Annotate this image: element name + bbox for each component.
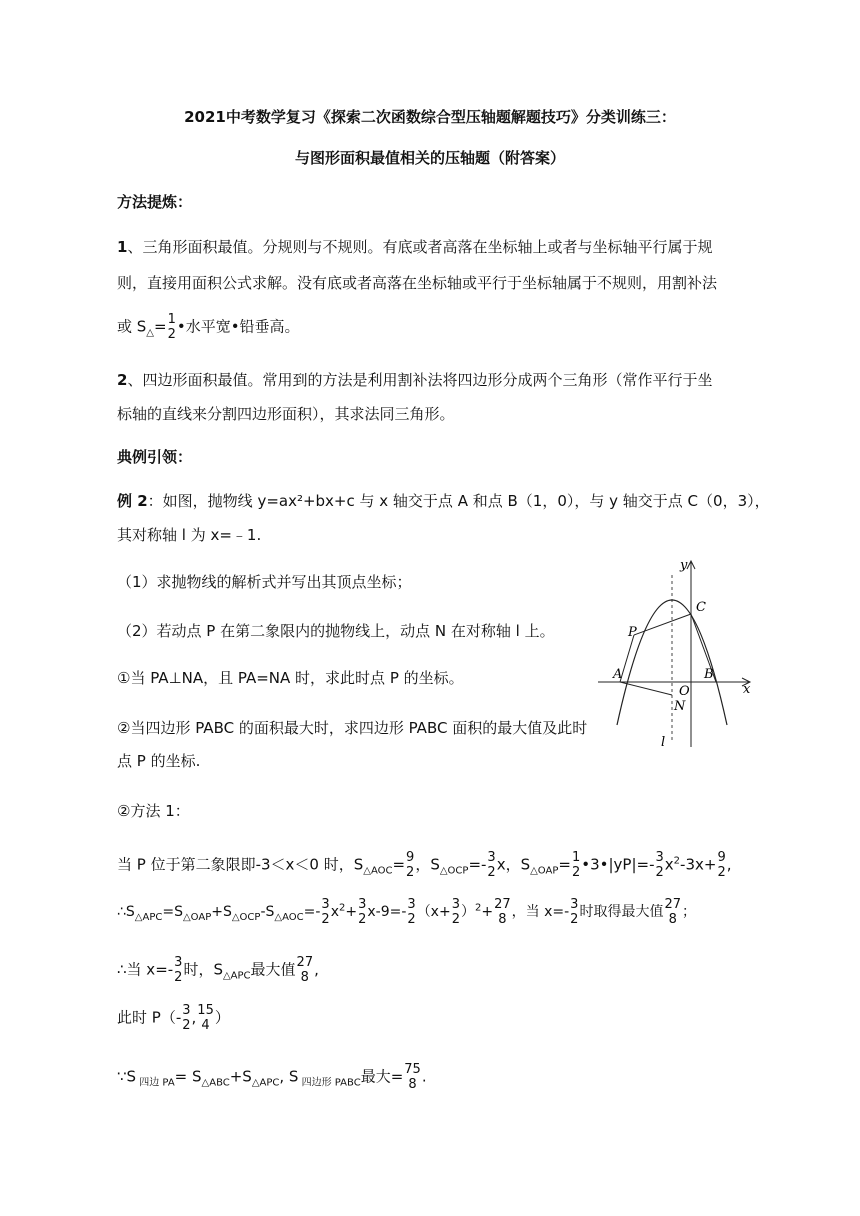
label-y: y bbox=[680, 558, 688, 573]
point2-line2: 标轴的直线来分割四边形面积），其求法同三角形。 bbox=[117, 405, 455, 423]
s2-text: ，当 x=- bbox=[511, 904, 570, 920]
s5-sub: △ABC bbox=[201, 1077, 230, 1089]
s1-text: =- bbox=[468, 855, 487, 874]
label-N: N bbox=[674, 699, 686, 714]
frac-num: 3 bbox=[182, 1003, 191, 1018]
frac-num: 75 bbox=[404, 1062, 421, 1077]
frac-den: 2 bbox=[358, 912, 367, 927]
point1-number: 1 bbox=[117, 238, 128, 256]
segment-PC bbox=[634, 614, 691, 635]
frac-num: 15 bbox=[197, 1003, 214, 1018]
frac-num: 3 bbox=[407, 897, 416, 912]
point1-area-sub: △ bbox=[146, 327, 154, 339]
s2-frac bbox=[358, 897, 366, 927]
solution-line-2 bbox=[117, 897, 696, 927]
s5-text: = S bbox=[174, 1067, 202, 1086]
s3-sub: △APC bbox=[222, 970, 251, 982]
s3-frac bbox=[297, 955, 314, 985]
s1-text: = bbox=[392, 855, 406, 874]
s1-sub: △AOC bbox=[363, 865, 393, 877]
method-heading: 方法提炼： bbox=[117, 193, 193, 211]
frac-den: 2 bbox=[655, 865, 664, 880]
question-1: （1）求抛物线的解析式并写出其顶点坐标； bbox=[117, 573, 412, 591]
s2-frac bbox=[321, 897, 329, 927]
frac-den: 8 bbox=[300, 970, 309, 985]
label-A: A bbox=[613, 667, 623, 682]
s5-text: 最大= bbox=[360, 1067, 404, 1086]
s1-text: , bbox=[726, 855, 732, 874]
frac-den: 2 bbox=[321, 912, 330, 927]
point1-line3 bbox=[117, 312, 300, 342]
s3-text: 时，S bbox=[183, 960, 223, 979]
s2-text: =S bbox=[162, 904, 183, 920]
example-line1 bbox=[117, 491, 770, 511]
s2-frac bbox=[407, 897, 415, 927]
frac-num: 3 bbox=[321, 897, 330, 912]
s1-frac bbox=[406, 850, 414, 880]
point1-line1 bbox=[117, 237, 712, 257]
label-x: x bbox=[743, 682, 751, 697]
s1-frac bbox=[655, 850, 663, 880]
question-4b: 点 P 的坐标. bbox=[117, 752, 201, 770]
frac-num: 27 bbox=[494, 897, 511, 912]
s3-text: , bbox=[314, 960, 319, 979]
segment-AN bbox=[620, 682, 672, 695]
question-3: ①当 PA⊥NA，且 PA=NA 时，求此时点 P 的坐标。 bbox=[117, 669, 464, 687]
s2-frac bbox=[570, 897, 578, 927]
question-4a: ②当四边形 PABC 的面积最大时，求四边形 PABC 面积的最大值及此时 bbox=[117, 719, 588, 737]
s5-sub: 四边形 PABC bbox=[298, 1077, 361, 1089]
s2-text: + bbox=[481, 904, 494, 920]
frac-den: 2 bbox=[487, 865, 496, 880]
s2-text: +S bbox=[211, 904, 232, 920]
example-text-1: ：如图，抛物线 y=ax²+bx+c 与 x 轴交于点 A 和点 B（1，0），与 y 轴交于点 C（0，3）， bbox=[147, 492, 770, 510]
frac-num: 9 bbox=[406, 850, 415, 865]
question-2: （2）若动点 P 在第二象限内的抛物线上，动点 N 在对称轴 l 上。 bbox=[117, 622, 555, 640]
s2-frac bbox=[664, 897, 681, 927]
s4-frac bbox=[197, 1003, 214, 1033]
frac-den: 2 bbox=[174, 970, 183, 985]
point1-formula-text: •水平宽•铅垂高。 bbox=[176, 317, 300, 336]
frac-num: 3 bbox=[570, 897, 579, 912]
label-P: P bbox=[628, 625, 637, 640]
s1-text: -3x+ bbox=[680, 855, 717, 874]
s5-frac bbox=[404, 1062, 421, 1092]
label-O: O bbox=[679, 684, 690, 699]
frac-num: 3 bbox=[358, 897, 367, 912]
s4-text: ） bbox=[214, 1008, 230, 1027]
frac-den: 2 bbox=[167, 327, 176, 342]
point1-text-1: 、三角形面积最值。分规则与不规则。有底或者高落在坐标轴上或者与坐标轴平行属于规 bbox=[127, 238, 713, 256]
solution-heading: ②方法 1： bbox=[117, 802, 190, 820]
s1-frac bbox=[487, 850, 495, 880]
point1-eq: = bbox=[154, 317, 167, 336]
s1-text: 当 P 位于第二象限即-3＜x＜0 时，S bbox=[117, 855, 364, 874]
frac-num: 3 bbox=[487, 850, 496, 865]
s2-text: -S bbox=[260, 904, 275, 920]
s2-text: 时取得最大值 bbox=[579, 904, 664, 920]
example-line2: 其对称轴 l 为 x=﹣1. bbox=[117, 526, 262, 544]
point2-number: 2 bbox=[117, 371, 128, 389]
frac-den: 2 bbox=[451, 912, 460, 927]
title-line-2: 与图形面积最值相关的压轴题（附答案） bbox=[294, 149, 565, 167]
label-B: B bbox=[704, 667, 714, 682]
point1-area-s: 或 S bbox=[117, 317, 147, 336]
s3-text: 最大值 bbox=[250, 960, 296, 979]
solution-line-4 bbox=[117, 1003, 230, 1033]
frac-den: 2 bbox=[406, 865, 415, 880]
s2-sup: 2 bbox=[338, 902, 346, 914]
s2-sub: △APC bbox=[134, 911, 163, 923]
s2-sup: 2 bbox=[474, 902, 482, 914]
s4-text: , bbox=[191, 1008, 197, 1027]
s1-text: x bbox=[664, 855, 674, 874]
s2-text: （x+ bbox=[416, 904, 451, 920]
s5-text: , S bbox=[279, 1067, 299, 1086]
point2-text-1: 、四边形面积最值。常用到的方法是利用割补法将四边形分成两个三角形（常作平行于坐 bbox=[127, 371, 713, 389]
s2-text: x-9=- bbox=[367, 904, 407, 920]
title-line-1: 2021中考数学复习《探索二次函数综合型压轴题解题技巧》分类训练三： bbox=[184, 108, 676, 126]
frac-den: 8 bbox=[498, 912, 507, 927]
s1-sub: △OCP bbox=[439, 865, 469, 877]
frac-num: 1 bbox=[571, 850, 581, 865]
point2-line1 bbox=[117, 370, 712, 390]
s2-sub: △AOC bbox=[274, 911, 304, 923]
s1-text: ，S bbox=[415, 855, 440, 874]
parabola-figure bbox=[592, 555, 762, 755]
s4-frac bbox=[182, 1003, 190, 1033]
s5-text: . bbox=[421, 1067, 427, 1086]
s5-sub: △APC bbox=[251, 1077, 280, 1089]
frac-den: 2 bbox=[407, 912, 416, 927]
frac-num: 27 bbox=[664, 897, 681, 912]
frac-num: 3 bbox=[451, 897, 460, 912]
fraction-half bbox=[168, 312, 176, 342]
s1-sup: 2 bbox=[673, 855, 681, 867]
s2-sub: △OAP bbox=[182, 911, 212, 923]
frac-den: 2 bbox=[570, 912, 579, 927]
s2-text: ） bbox=[460, 904, 475, 920]
s5-sub: 四边 PA bbox=[136, 1077, 175, 1089]
s1-frac bbox=[717, 850, 725, 880]
frac-num: 27 bbox=[296, 955, 314, 970]
s2-text: =- bbox=[303, 904, 321, 920]
s5-text: ∵S bbox=[117, 1067, 137, 1086]
example-label: 例 2 bbox=[117, 492, 148, 510]
frac-num: 3 bbox=[174, 955, 183, 970]
s1-sub: △OAP bbox=[530, 865, 559, 877]
frac-den: 4 bbox=[201, 1018, 210, 1033]
s2-sub: △OCP bbox=[231, 911, 261, 923]
s1-text: •3•|yP|=- bbox=[581, 855, 655, 874]
frac-num: 3 bbox=[655, 850, 664, 865]
frac-den: 8 bbox=[668, 912, 677, 927]
frac-den: 2 bbox=[182, 1018, 191, 1033]
s2-text: ∴S bbox=[117, 904, 135, 920]
s1-text: = bbox=[558, 855, 571, 874]
s2-frac bbox=[494, 897, 511, 927]
point1-line2: 则，直接用面积公式求解。没有底或者高落在坐标轴或平行于坐标轴属于不规则，用割补法 bbox=[117, 274, 718, 292]
solution-line-1 bbox=[117, 850, 732, 880]
s2-text: ； bbox=[682, 904, 696, 920]
s2-text: + bbox=[345, 904, 358, 920]
s2-text: x bbox=[330, 904, 339, 920]
s3-text: ∴当 x=- bbox=[117, 960, 174, 979]
s5-text: +S bbox=[229, 1067, 252, 1086]
s4-text: 此时 P（- bbox=[117, 1008, 182, 1027]
label-C: C bbox=[696, 600, 706, 615]
solution-line-3 bbox=[117, 955, 319, 985]
example-heading: 典例引领： bbox=[117, 448, 193, 466]
frac-den: 8 bbox=[408, 1077, 417, 1092]
s1-frac bbox=[572, 850, 580, 880]
s1-text: x，S bbox=[496, 855, 531, 874]
label-l: l bbox=[661, 735, 666, 750]
solution-line-5 bbox=[117, 1062, 427, 1092]
frac-num: 1 bbox=[167, 312, 176, 327]
frac-den: 2 bbox=[717, 865, 726, 880]
s2-frac bbox=[452, 897, 460, 927]
s3-frac bbox=[174, 955, 182, 985]
frac-num: 9 bbox=[717, 850, 726, 865]
frac-den: 2 bbox=[571, 865, 581, 880]
